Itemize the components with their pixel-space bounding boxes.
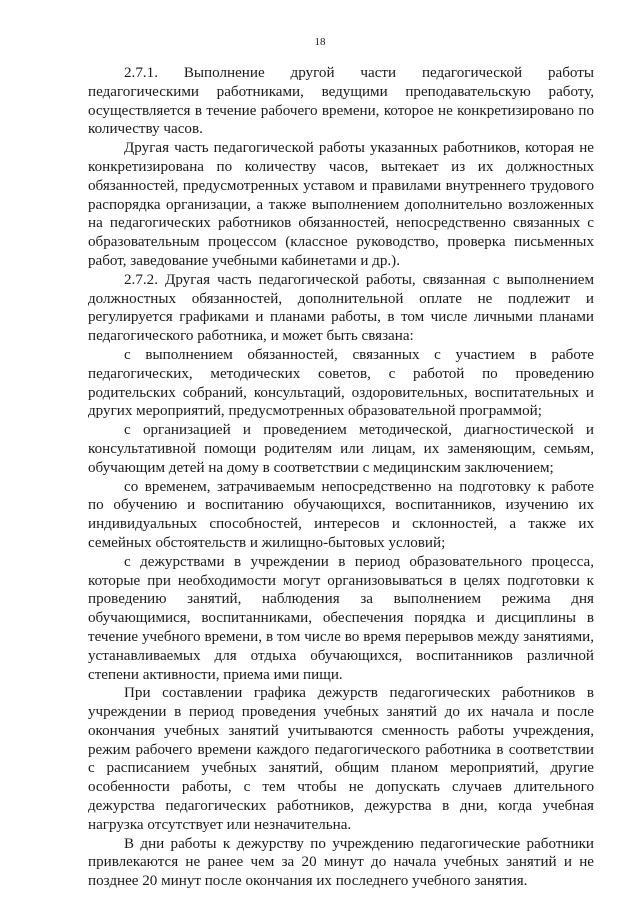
list-item-duty: с дежурствами в учреждении в период образовательного процесса, которые при необходимости могут организовываться в целях подготовки к проведению занятий, наблюдения за выполнением режима дня обучающимися, воспитанниками, обеспечения порядка и дисциплины в течение учебного времени, в том числе во время перерывов между занятиями, устанавливаемых для отдыха обучающихся, воспитанников различной степени активности, приема ими пищи. [88,553,594,683]
page-number: 18 [314,36,326,48]
paragraph-duty-days: В дни работы к дежурству по учреждению педагогические работники привлекаются не ранее чем за 20 минут до начала учебных занятий и не позднее 20 минут после окончания их последнего учебного занятия. [88,835,594,890]
paragraph-2-7-1: 2.7.1. Выполнение другой части педагогической работы педагогическими работниками, ведущими преподавательскую работу, осуществляется в течение рабочего времени, которое не конкретизировано по количеству часов. [88,65,594,138]
paragraph-duty-schedule: При составлении графика дежурств педагогических работников в учреждении в период проведения учебных занятий до их начала и после окончания учебных занятий учитываются сменность работы учреждения, режим рабочего времени каждого педагогического работника в соответствии с расписанием учебных занятий, общим планом мероприятий, другие особенности работы, с тем чтобы не допускать случаев длительного дежурства педагогических работников, дежурства в дни, когда учебная нагрузка отсутствует или незначительна. [88,685,594,833]
list-item-consulting: с организацией и проведением методической, диагностической и консультативной помощи родителям или лицам, их заменяющим, семьям, обучающим детей на дому в соответствии с медицинским заключением; [88,422,594,476]
paragraph-other-work: Другая часть педагогической работы указанных работников, которая не конкретизирована по количеству часов, вытекает из их должностных обязанностей, предусмотренных уставом и правилами внутреннего трудового распорядка организации, а также выполнением дополнительно возложенных на педагогических работников обязанностей, непосредственно связанных с образовательным процессом (классное руководство, проверка письменных работ, заведование учебными кабинетами и др.). [88,140,594,269]
list-item-preparation: со временем, затрачиваемым непосредственно на подготовку к работе по обучению и воспитанию обучающихся, воспитанников, изучению их индивидуальных способностей, интересов и склонностей, а также их семейных обстоятельств и жилищно-бытовых условий; [88,478,594,551]
paragraph-2-7-2: 2.7.2. Другая часть педагогической работы, связанная с выполнением должностных обязанностей, дополнительной оплате не подлежит и регулируется графиками и планами работы, в том числе личными планами педагогического работника, и может быть связана: [88,271,594,345]
document-body [88,64,594,891]
list-item-councils: с выполнением обязанностей, связанных с участием в работе педагогических, методических советов, с работой по проведению родительских собраний, консультаций, оздоровительных, воспитательных и других мероприятий, предусмотренных образовательной программой; [88,346,594,420]
